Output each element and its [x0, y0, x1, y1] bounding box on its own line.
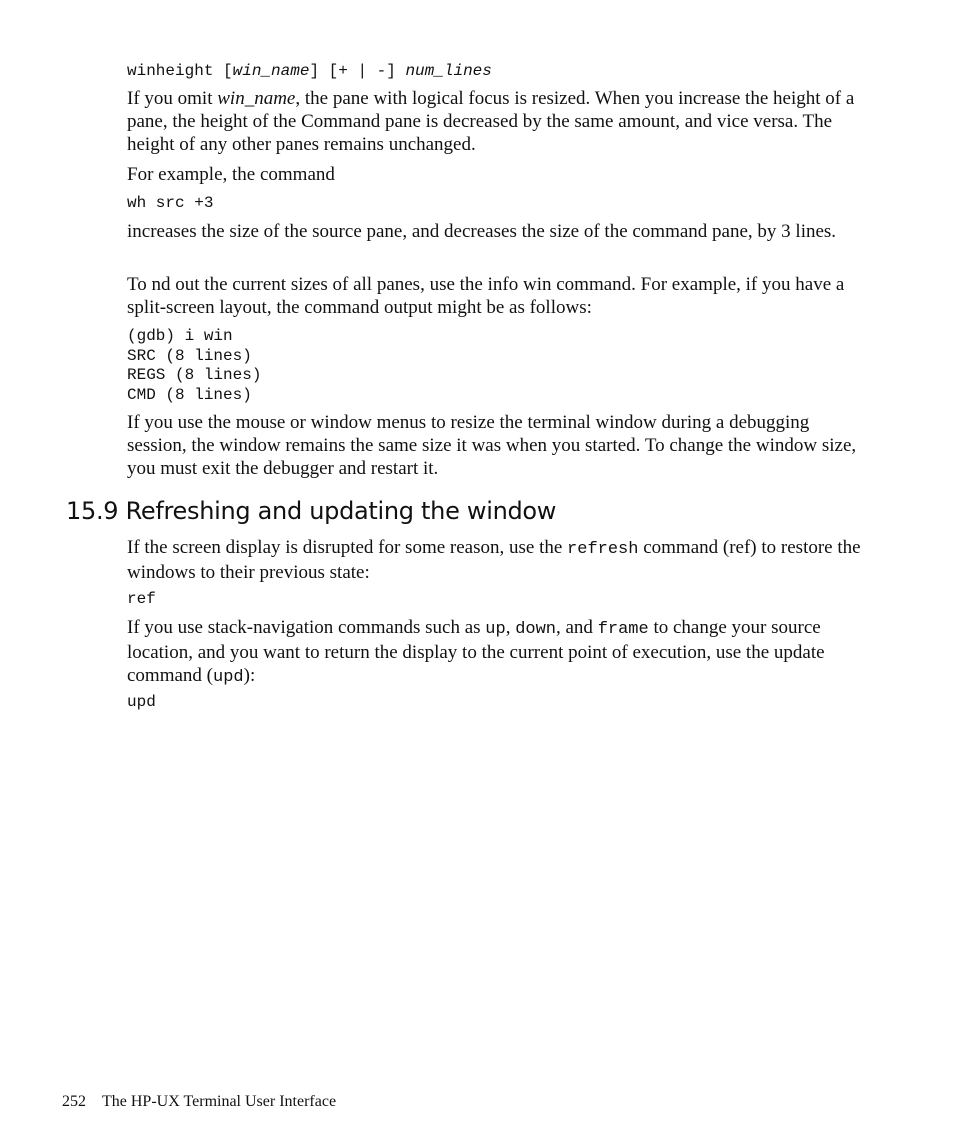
- paragraph-info-win: [127, 273, 862, 319]
- syntax-arg-num-lines: num_lines: [405, 62, 492, 80]
- code-block-wh: [127, 194, 862, 214]
- syntax-line: [127, 62, 862, 82]
- para7-text-4: to change your source location, and you want to return the display to the current point of execution, use the update command (: [127, 617, 825, 686]
- code-block-upd: [127, 693, 862, 713]
- para3-text: increases the size of the source pane, and decreases the size of the command pane, by 3 lines.: [127, 221, 837, 242]
- para7-code-upd: upd: [213, 668, 244, 687]
- code2-text: (gdb) i win SRC (8 lines) REGS (8 lines) CMD (8 lines): [127, 327, 262, 404]
- para2-text: For example, the command: [127, 164, 335, 185]
- syntax-cmd: winheight [: [127, 62, 233, 80]
- para7-text-2: ,: [505, 617, 516, 638]
- syntax-arg-win-name: win_name: [232, 62, 310, 80]
- para7-code-up: up: [485, 620, 506, 639]
- code4-text: upd: [127, 693, 156, 711]
- para6-code: refresh: [567, 540, 639, 559]
- paragraph-winheight: [127, 87, 862, 156]
- para1-text-a: If you omit: [127, 88, 218, 109]
- para6-text-a: If the screen display is disrupted for some reason, use the: [127, 537, 568, 558]
- code-block-info-win-output: [127, 327, 862, 405]
- para7-code-frame: frame: [597, 620, 649, 639]
- para4-text: To nd out the current sizes of all panes, use the info win command. For example, if you have a split-screen layout, the command output might be as follows:: [127, 274, 845, 318]
- para7-text-1: If you use stack-navigation commands such as: [127, 617, 486, 638]
- paragraph-refresh: [127, 536, 862, 584]
- chapter-title: The HP-UX Terminal User Interface: [102, 1093, 337, 1110]
- para6-text-b: command (ref) to restore the windows to their previous state:: [127, 537, 861, 583]
- paragraph-resize: [127, 411, 862, 480]
- para7-text-3: , and: [556, 617, 598, 638]
- page-footer: [62, 1093, 336, 1111]
- page-number: 252: [62, 1093, 86, 1110]
- para5-text: If you use the mouse or window menus to resize the terminal window during a debugging session, the window remains the same size it was when you started. To change the window size, you must exit the debugger and restart it.: [127, 412, 857, 479]
- code3-text: ref: [127, 590, 156, 608]
- paragraph-increases: [127, 220, 862, 243]
- para1-text-b: , the pane with logical focus is resized. When you increase the height of a pane, the height of the Command pane is decreased by the same amount, and vice versa. The height of any other panes remains unchanged.: [127, 88, 855, 155]
- para1-em: win_name: [217, 88, 296, 109]
- paragraph-update: [127, 616, 862, 689]
- syntax-mid: ] [+ | -]: [309, 62, 406, 80]
- section-heading: 15.9 Refreshing and updating the window: [66, 497, 557, 525]
- code1-text: wh src +3: [127, 194, 214, 212]
- para7-code-down: down: [515, 620, 556, 639]
- para7-text-5: ):: [243, 665, 256, 686]
- code-block-ref: [127, 590, 862, 610]
- paragraph-example: [127, 163, 862, 186]
